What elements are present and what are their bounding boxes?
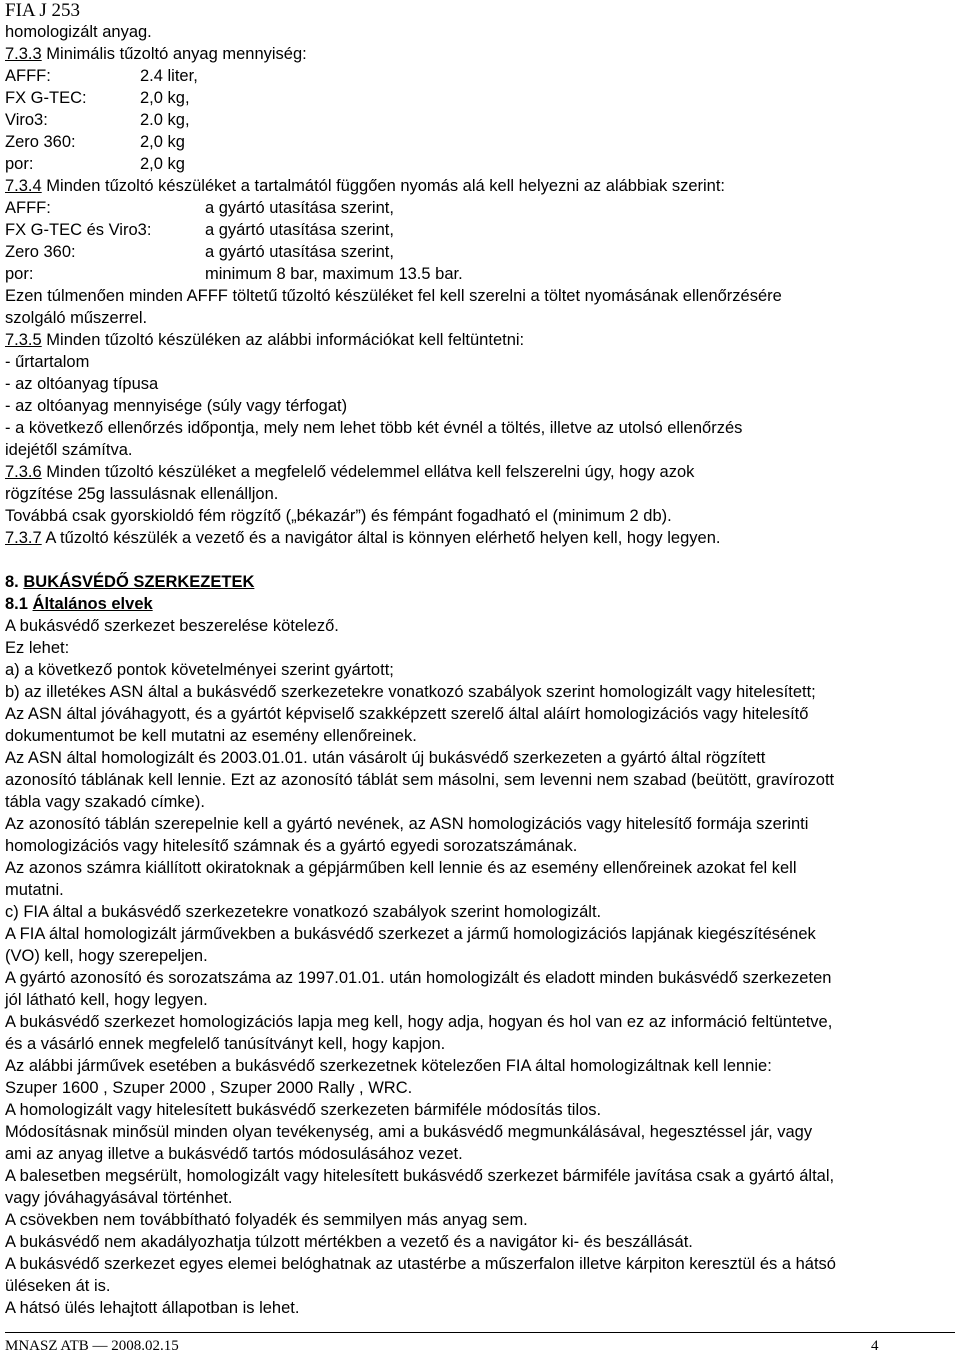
extinguisher-amount: 2,0 kg [140, 155, 185, 173]
section-7-3-4-heading: 7.3.4 Minden tűzoltó készüléket a tartalmától függően nyomás alá kell helyezni az alábbiak szerint: [5, 177, 725, 195]
list-item: - az oltóanyag mennyisége (súly vagy térfogat) [5, 397, 348, 415]
paragraph-line: vagy jóváhagyásával történhet. [5, 1189, 233, 1207]
list-item: - űrtartalom [5, 353, 90, 371]
pressure-label: Zero 360: [5, 243, 76, 261]
footer-document-info: MNASZ ATB — 2008.02.15 [5, 1338, 179, 1354]
extinguisher-amount: 2.0 kg, [140, 111, 190, 129]
extinguisher-amount: 2,0 kg [140, 133, 185, 151]
section-7-3-5-heading: 7.3.5 Minden tűzoltó készüléken az alábbi információkat kell feltüntetni: [5, 331, 525, 349]
chapter-heading [5, 572, 254, 592]
paragraph-line: jól látható kell, hogy legyen. [5, 991, 208, 1009]
paragraph-line: A gyártó azonosító és sorozatszáma az 1997.01.01. után homologizált és eladott minden bukásvédő szerkezeten [5, 969, 832, 987]
paragraph-line: A bukásvédő nem akadályozhatja túlzott mértékben a vezető és a navigátor ki- és beszállását. [5, 1233, 693, 1251]
pressure-value: a gyártó utasítása szerint, [205, 243, 394, 261]
pressure-label: por: [5, 265, 34, 283]
subsection-title: Általános elvek [32, 595, 153, 613]
extinguisher-amount: 2.4 liter, [140, 67, 198, 85]
pressure-value: minimum 8 bar, maximum 13.5 bar. [205, 265, 463, 283]
paragraph-line: Továbbá csak gyorskioldó fém rögzítő („békazár”) és fémpánt fogadható el (minimum 2 db). [5, 507, 672, 525]
paragraph-line: Módosításnak minősül minden olyan tevékenység, ami a bukásvédő megmunkálásával, hegesztéssel jár, vagy [5, 1123, 813, 1141]
extinguisher-label: Viro3: [5, 111, 48, 129]
section-number: 7.3.3 [5, 45, 42, 63]
extinguisher-amount: 2,0 kg, [140, 89, 190, 107]
page-number: 4 [871, 1338, 879, 1354]
paragraph-line: Ez lehet: [5, 639, 70, 657]
paragraph-line: A bukásvédő szerkezet beszerelése kötelező. [5, 617, 339, 635]
paragraph-line: szolgáló műszerrel. [5, 309, 148, 327]
pressure-value: a gyártó utasítása szerint, [205, 221, 394, 239]
paragraph-line: dokumentumot be kell mutatni az esemény ellenőreinek. [5, 727, 417, 745]
paragraph-line: Az azonosító táblán szerepelnie kell a gyártó nevének, az ASN homologizációs vagy hitelesítő formája szerinti [5, 815, 809, 833]
paragraph-line: üléseken át is. [5, 1277, 111, 1295]
page-header-title: FIA J 253 [5, 0, 80, 21]
paragraph-line: A FIA által homologizált járművekben a bukásvédő szerkezet a jármű homologizációs lapjának kiegészítésének [5, 925, 816, 943]
section-number: 7.3.5 [5, 331, 42, 349]
list-item: idejétől számítva. [5, 441, 133, 459]
intro-line: homologizált anyag. [5, 23, 152, 41]
extinguisher-label: AFFF: [5, 67, 51, 85]
paragraph-line: A bukásvédő szerkezet homologizációs lapja meg kell, hogy adja, hogyan és hol van ez az információ feltüntetve, [5, 1013, 833, 1031]
paragraph-line: rögzítése 25g lassulásnak ellenálljon. [5, 485, 279, 503]
paragraph-line: A csövekben nem továbbítható folyadék és semmilyen más anyag sem. [5, 1211, 528, 1229]
paragraph-line: A bukásvédő szerkezet egyes elemei belóghatnak az utastérbe a műszerfalon illetve kárpiton keresztül és a hátsó [5, 1255, 836, 1273]
paragraph-line: (VO) kell, hogy szerepeljen. [5, 947, 208, 965]
paragraph-line: A hátsó ülés lehajtott állapotban is lehet. [5, 1299, 300, 1317]
paragraph-line: homologizációs vagy hitelesítő számnak és a gyártó egyedi sorozatszámának. [5, 837, 578, 855]
paragraph-line: Szuper 1600 , Szuper 2000 , Szuper 2000 Rally , WRC. [5, 1079, 413, 1097]
paragraph-line: Az ASN által jóváhagyott, és a gyártót képviselő szakképzett szerelő által aláírt homologizációs vagy hitelesítő [5, 705, 809, 723]
pressure-label: FX G-TEC és Viro3: [5, 221, 152, 239]
paragraph-line: Az azonos számra kiállított okiratoknak a gépjárműben kell lennie és az esemény ellenőreinek azokat fel kell [5, 859, 797, 877]
paragraph-line: Az alábbi járművek esetében a bukásvédő szerkezetnek kötelezően FIA által homologizáltnak kell lennie: [5, 1057, 772, 1075]
paragraph-line: Ezen túlmenően minden AFFF töltetű tűzoltó készüléket fel kell szerelni a töltet nyomásának ellenőrzésére [5, 287, 782, 305]
extinguisher-label: Zero 360: [5, 133, 76, 151]
pressure-value: a gyártó utasítása szerint, [205, 199, 394, 217]
section-number: 7.3.7 [5, 529, 42, 547]
section-number: 7.3.4 [5, 177, 42, 195]
paragraph-line: Az ASN által homologizált és 2003.01.01. után vásárolt új bukásvédő szerkezeten a gyártó által rögzített [5, 749, 766, 767]
section-7-3-7-heading: 7.3.7 A tűzoltó készülék a vezető és a navigátor által is könnyen elérhető helyen kell, hogy legyen. [5, 529, 721, 547]
section-7-3-6-heading: 7.3.6 Minden tűzoltó készüléket a megfelelő védelemmel ellátva kell felszerelni úgy, hogy azok [5, 463, 695, 481]
subsection-number: 8.1 [5, 595, 33, 613]
list-item: - a következő ellenőrzés időpontja, mely nem lehet több két évnél a töltés, illetve az utolsó ellenőrzés [5, 419, 743, 437]
list-item: - az oltóanyag típusa [5, 375, 159, 393]
extinguisher-label: por: [5, 155, 34, 173]
chapter-title: BUKÁSVÉDŐ SZERKEZETEK [23, 573, 255, 591]
paragraph-line: ami az anyag illetve a bukásvédő tartós módosulásához vezet. [5, 1145, 463, 1163]
paragraph-line: és a vásárló ennek megfelelő tanúsítványt kell, hogy kapjon. [5, 1035, 446, 1053]
chapter-number: 8. [5, 573, 24, 591]
extinguisher-label: FX G-TEC: [5, 89, 87, 107]
paragraph-line: b) az illetékes ASN által a bukásvédő szerkezetekre vonatkozó szabályok szerint homologizált vagy hitelesített; [5, 683, 816, 701]
paragraph-line: c) FIA által a bukásvédő szerkezetekre vonatkozó szabályok szerint homologizált. [5, 903, 602, 921]
section-7-3-3-heading: 7.3.3 Minimális tűzoltó anyag mennyiség: [5, 45, 307, 63]
paragraph-line: mutatni. [5, 881, 64, 899]
paragraph-line: a) a következő pontok követelményei szerint gyártott; [5, 661, 394, 679]
footer-divider [5, 1332, 955, 1333]
pressure-label: AFFF: [5, 199, 51, 217]
subsection-heading [5, 594, 153, 614]
paragraph-line: A balesetben megsérült, homologizált vagy hitelesített bukásvédő szerkezet bármiféle javítása csak a gyártó által, [5, 1167, 835, 1185]
paragraph-line: A homologizált vagy hitelesített bukásvédő szerkezeten bármiféle módosítás tilos. [5, 1101, 602, 1119]
section-number: 7.3.6 [5, 463, 42, 481]
paragraph-line: azonosító táblának kell lennie. Ezt az azonosító táblát sem másolni, sem levenni nem szabad (beütött, gravírozott [5, 771, 835, 789]
paragraph-line: tábla vagy szakadó címke). [5, 793, 205, 811]
